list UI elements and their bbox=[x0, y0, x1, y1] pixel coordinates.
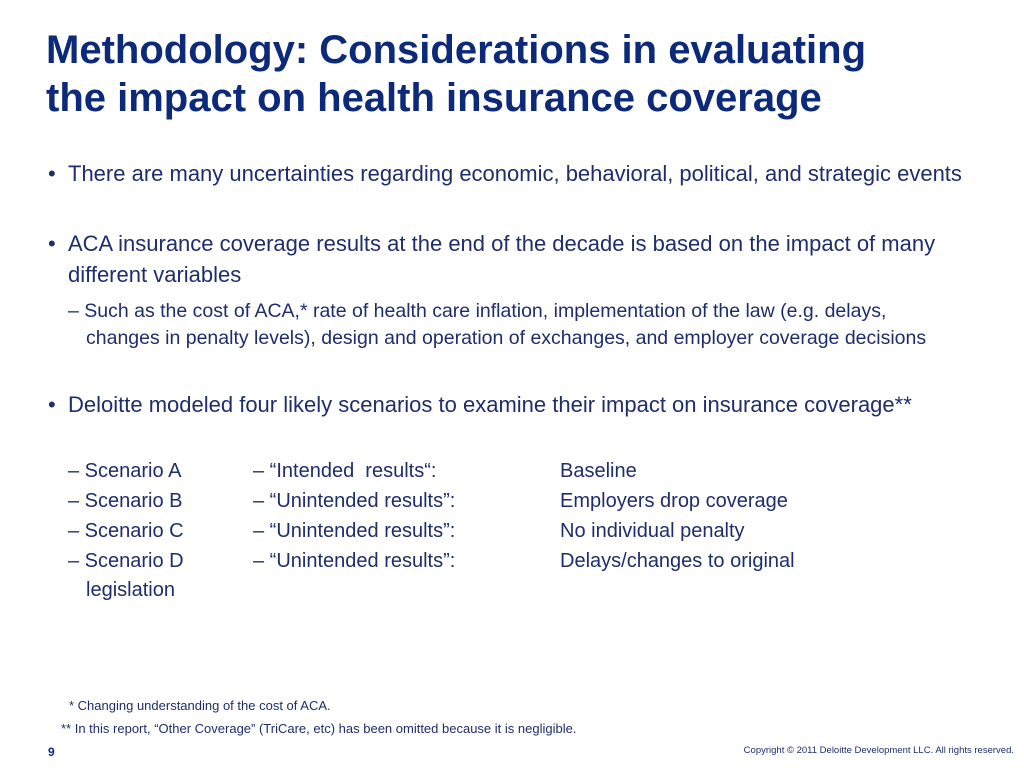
footnote-1: * Changing understanding of the cost of ACA. bbox=[69, 698, 331, 713]
scenario-result: Baseline bbox=[560, 460, 637, 482]
footnote-2: ** In this report, “Other Coverage” (TriCare, etc) has been omitted because it is negligible. bbox=[61, 721, 577, 736]
scenario-row-c bbox=[68, 516, 968, 546]
bullet-marker: • bbox=[48, 231, 56, 256]
scenario-result: Delays/changes to original bbox=[560, 550, 795, 572]
bullet-aca-results bbox=[48, 228, 968, 290]
slide-title-line-2: the impact on health insurance coverage bbox=[46, 76, 822, 120]
scenario-name: – Scenario A bbox=[68, 460, 182, 482]
bullet-marker: • bbox=[48, 392, 56, 417]
scenario-name: – Scenario C bbox=[68, 520, 184, 542]
bullet-text: There are many uncertainties regarding economic, behavioral, political, and strategic events bbox=[68, 161, 962, 186]
bullet-text: ACA insurance coverage results at the end of the decade is based on the impact of many different variables bbox=[68, 231, 936, 287]
scenario-type: – “Intended results“: bbox=[253, 460, 437, 482]
copyright-notice: Copyright © 2011 Deloitte Development LLC. All rights reserved. bbox=[743, 745, 1014, 756]
scenario-row-d bbox=[68, 546, 968, 576]
scenario-name: – Scenario D bbox=[68, 550, 184, 572]
scenario-type: – “Unintended results”: bbox=[253, 520, 456, 542]
bullet-marker: • bbox=[48, 161, 56, 186]
bullet-scenarios bbox=[48, 389, 968, 420]
scenario-type: – “Unintended results”: bbox=[253, 490, 456, 512]
slide-title bbox=[46, 26, 1006, 122]
scenario-row-a bbox=[68, 456, 968, 486]
scenario-result: No individual penalty bbox=[560, 520, 745, 542]
bullet-text: Deloitte modeled four likely scenarios to examine their impact on insurance coverage** bbox=[68, 392, 912, 417]
scenario-result: Employers drop coverage bbox=[560, 490, 788, 512]
scenario-d-continuation: legislation bbox=[86, 579, 175, 601]
scenario-row-b bbox=[68, 486, 968, 516]
sub-bullet-variables: – Such as the cost of ACA,* rate of health care inflation, implementation of the law (e.g. delays, changes in penalty levels), design and operation of exchanges, and employer coverage decisions bbox=[68, 300, 927, 349]
scenario-type: – “Unintended results”: bbox=[253, 550, 456, 572]
slide-title-line-1: Methodology: Considerations in evaluating bbox=[46, 28, 867, 72]
bullet-uncertainties bbox=[48, 158, 968, 189]
scenario-name: – Scenario B bbox=[68, 490, 183, 512]
page-number: 9 bbox=[48, 745, 55, 759]
